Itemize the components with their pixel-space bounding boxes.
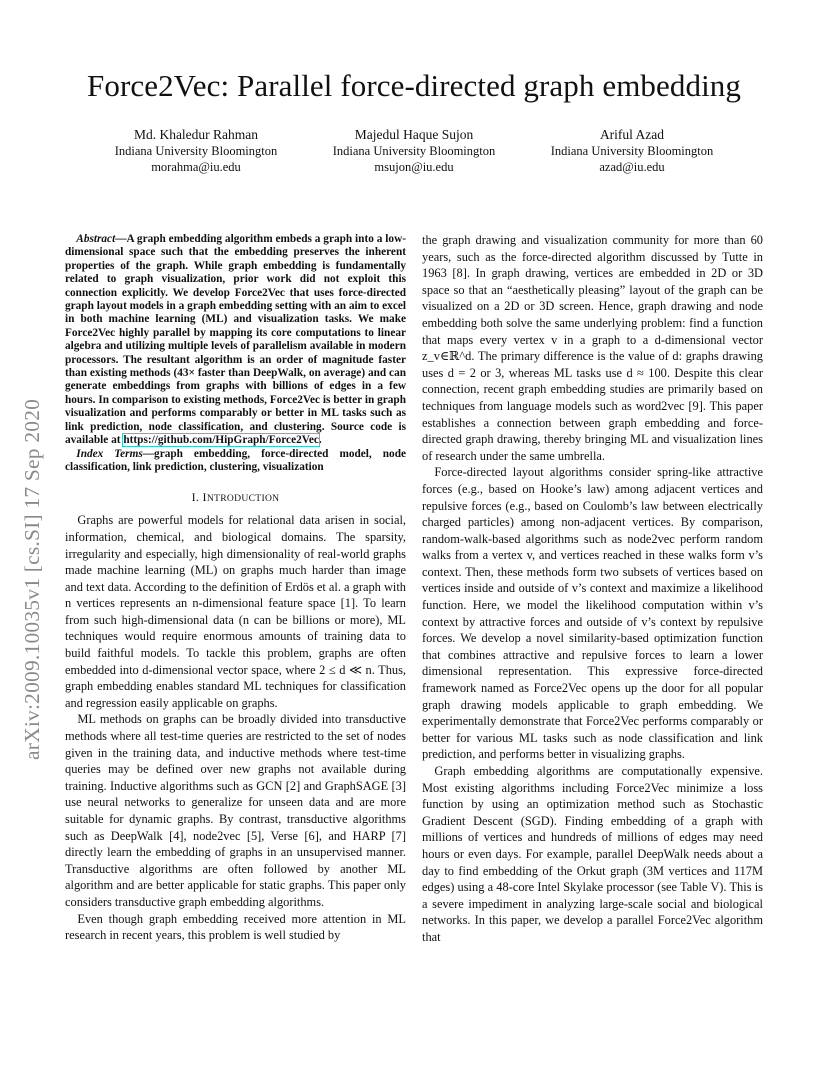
section-heading	[65, 490, 406, 505]
paragraph: ML methods on graphs can be broadly divided into transductive methods where all test-time queries are restricted to the set of nodes given in the training data, and inductive methods where test-time queries may be defined over new graphs not available during training. Inductive algorithms such as GCN [2] and GraphSAGE [3] use neural networks to generalize for unseen data and are more suitable for dynamic graphs. By contrast, transductive algorithms such as DeepWalk [4], node2vec [5], Verse [6], and HARP [7] directly learn the embedding of graphs in an unsupervised manner. Transductive algorithms are often followed by another ML algorithm and are better applicable for static graphs. This paper only considers transductive graph embedding algorithms.	[65, 712, 406, 909]
index-terms-lead: Index Terms	[76, 447, 143, 460]
abstract-text: —A graph embedding algorithm embeds a graph into a low-dimensional space such that the embedding preserves the inherent properties of the graph. While graph embedding is fundamentally related to graph visualization, prior work did not exploit this connection explicitly. We develop Force2Vec that uses force-directed graph layout models in a graph embedding setting with an aim to excel in both machine learning (ML) and visualization tasks. We make Force2Vec highly parallel by mapping its core computations to linear algebra and utilizing multiple levels of parallelism available in modern processors. The resultant algorithm is an order of magnitude faster than existing methods (43× faster than DeepWalk, on average) and can generate embeddings from graphs with billions of edges in a few hours. In comparison to existing methods, Force2Vec is better in graph visualization and performs comparably or better in ML tasks such as link prediction, node classification, and clustering. Source code is available at	[65, 233, 406, 447]
author-name: Majedul Haque Sujon	[354, 127, 474, 142]
index-terms	[65, 448, 406, 475]
paper-title: Force2Vec: Parallel force-directed graph embedding	[87, 68, 741, 103]
left-column	[65, 233, 406, 944]
author-affiliation: Indiana University Bloomington	[550, 144, 714, 158]
arxiv-stamp: arXiv:2009.10035v1 [cs.SI] 17 Sep 2020	[20, 398, 44, 760]
abstract	[65, 233, 406, 448]
section-rest: NTRODUCTION	[206, 493, 280, 505]
right-column	[422, 232, 763, 946]
author-block	[0, 126, 828, 180]
abstract-lead: Abstract	[76, 233, 116, 245]
author-1	[96, 126, 296, 175]
author-email: azad@iu.edu	[599, 160, 665, 174]
paragraph: Graphs are powerful models for relational data arisen in social, information, chemical, and biological domains. The sparsity, irregularity and especially, high dimensionality of real-world graphs made machine learning (ML) on graphs much harder than image and text data. According to the definition of Erdös et al. a graph with n vertices represents an n-dimensional feature space [1]. To learn from such high-dimensional data (n can be billions or more), ML techniques would require enormous amounts of training data to build faithful models. To tackle this problem, graphs are often embedded into d-dimensional vector space, where 2 ≤ d ≪ n. Thus, graph embedding enables standard ML techniques for classification and regression easily applicable on graphs.	[65, 513, 406, 710]
author-affiliation: Indiana University Bloomington	[332, 144, 496, 158]
author-name: Ariful Azad	[599, 127, 665, 142]
paragraph: Even though graph embedding received more attention in ML research in recent years, this problem is well studied by	[65, 911, 406, 943]
paragraph: Graph embedding algorithms are computationally expensive. Most existing algorithms including Force2Vec minimize a loss function by using an optimization method such as Stochastic Gradient Descent (SGD). Finding embedding of a graph with millions of vertices and hundreds of millions of edges may need hours or even days. For example, parallel DeepWalk needs about a day to find embedding of the Orkut graph (3M vertices and 117M edges) using a 48-core Intel Skylake processor (see Table V). This is a severe impediment in analyzing large-scale social and biological networks. In this paper, we develop a parallel Force2Vec algorithm that	[422, 764, 763, 944]
paragraph: the graph drawing and visualization community for more than 60 years, such as the force-directed algorithm discussed by Tutte in 1963 [8]. In graph drawing, vertices are embedded in 2D or 3D space so that an “aesthetically pleasing” layout of the graph can be visualized on a 2D or 3D screen. Hence, graph drawing and node embedding both solve the same underlying problem: find a function that maps every vertex v in a graph to a d-dimensional vector z_v∈ℝ^d. The primary difference is the value of d: graphs drawing uses d = 2 or 3, whereas ML tasks use d ≈ 100. Despite this clear connection, recent graph embedding studies are primarily based on techniques from language models such as word2vec [9]. This paper establishes a connection between graph embedding and force-directed graph drawing, thereby bringing ML and visualization lines of research under the same umbrella.	[422, 233, 763, 463]
source-code-link[interactable]: https://github.com/HipGraph/Force2Vec	[123, 434, 319, 447]
paragraph: Force-directed layout algorithms consider spring-like attractive forces (e.g., based on Hooke’s law) among adjacent vertices and repulsive forces (e.g., based on Coulomb’s law between electrically charged particles) among non-adjacent vertices. By comparison, random-walk-based algorithms such as node2vec perform random walks from a vertex v, and vertices reached in these walks form v’s context. Then, these methods form two subsets of vertices based on vertices inside and outside of v’s context and maximize a likelihood function. Here, we model the likelihood computation within v’s context by attractive forces and outside of v’s context by repulsive forces. We develop a novel similarity-based optimization function that combines attractive and repulsive forces to learn a lower dimensional representation. This expressive force-directed framework named as Force2Vec opens up the door for all popular graph drawing models applicable to graph embedding. We experimentally demonstrate that Force2Vec performs comparably or better for various ML tasks such as node classification and link prediction, and performs better in visualizing graphs.	[422, 465, 763, 762]
section-initial: I	[202, 490, 207, 505]
author-email: morahma@iu.edu	[151, 160, 241, 174]
author-email: msujon@iu.edu	[374, 160, 454, 174]
abstract-end: .	[318, 434, 322, 447]
author-2	[314, 126, 514, 175]
author-affiliation: Indiana University Bloomington	[114, 144, 278, 158]
section-number: I.	[191, 490, 200, 505]
index-terms-text: —graph embedding, force-directed model, node classification, link prediction, clustering, visualization	[65, 447, 406, 473]
intro-left-body	[65, 512, 406, 943]
author-name: Md. Khaledur Rahman	[133, 127, 259, 142]
author-3	[532, 126, 732, 175]
